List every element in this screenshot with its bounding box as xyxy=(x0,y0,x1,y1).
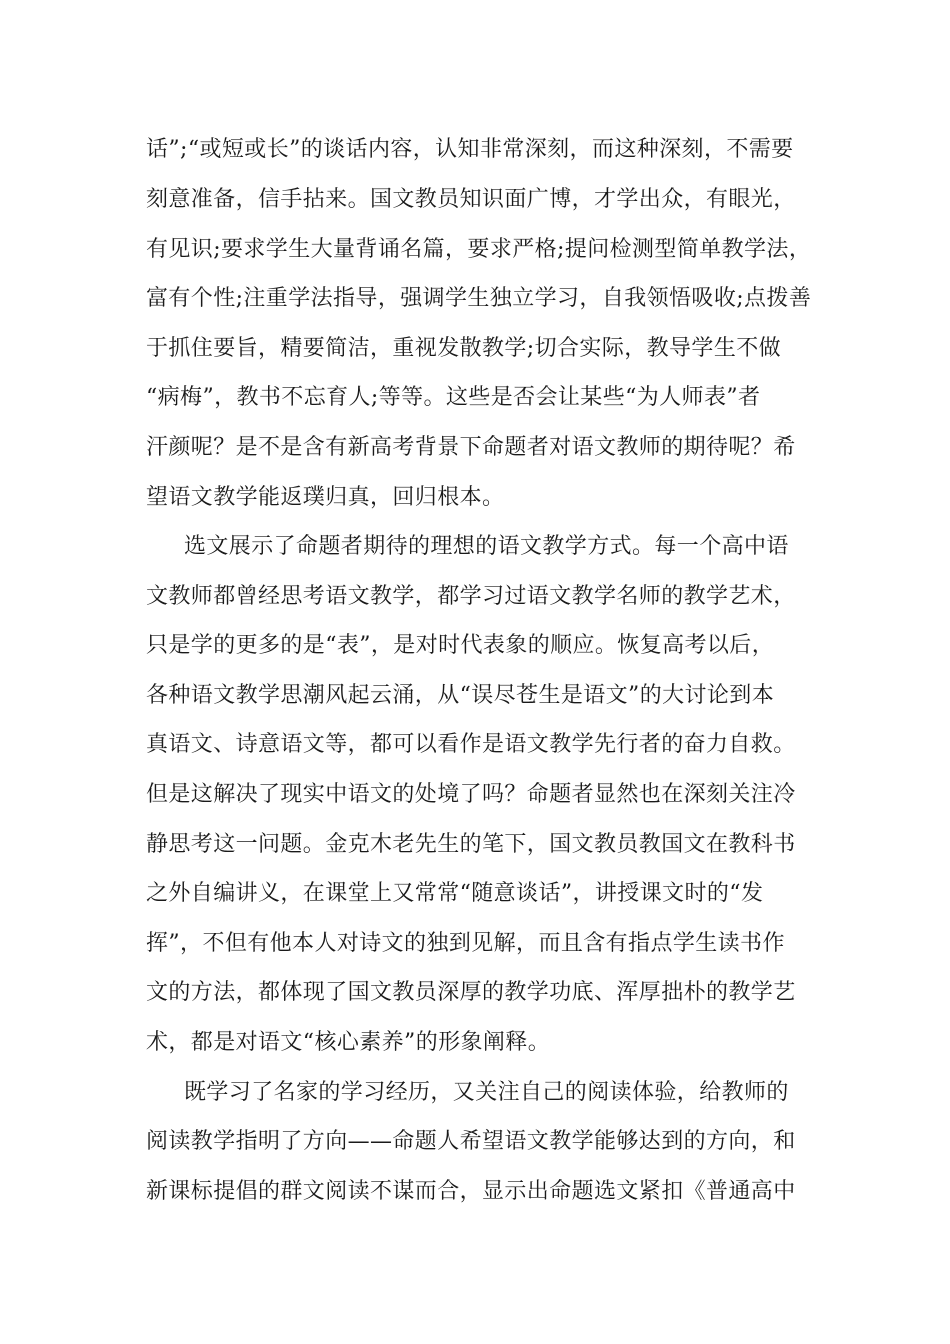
paragraph-first-line: 既学习了名家的学习经历，又关注自己的阅读体验，给教师的 xyxy=(184,1080,789,1105)
text-line: 各种语文教学思潮风起云涌，从“误尽苍生是语文”的大讨论到本 xyxy=(146,683,775,708)
text-line: “病梅”，教书不忘育人;等等。这些是否会让某些“为人师表”者 xyxy=(146,385,761,410)
paragraph-first-line: 选文展示了命题者期待的理想的语文教学方式。每一个高中语 xyxy=(184,534,789,559)
text-line: 挥”，不但有他本人对诗文的独到见解，而且含有指点学生读书作 xyxy=(146,931,785,956)
text-line: 于抓住要旨，精要简洁，重视发散教学;切合实际，教导学生不做 xyxy=(146,336,782,361)
text-line: 话”;“或短或长”的谈话内容，认知非常深刻，而这种深刻，不需要 xyxy=(146,137,794,162)
text-line: 望语文教学能返璞归真，回归根本。 xyxy=(146,485,505,510)
text-line: 有见识;要求学生大量背诵名篇，要求严格;提问检测型简单教学法， xyxy=(146,237,812,262)
text-line: 富有个性;注重学法指导，强调学生独立学习，自我领悟吸收;点拨善 xyxy=(146,286,812,311)
text-line: 新课标提倡的群文阅读不谋而合，显示出命题选文紧扣《普通高中 xyxy=(146,1179,796,1204)
text-line: 文的方法，都体现了国文教员深厚的教学功底、浑厚拙朴的教学艺 xyxy=(146,980,796,1005)
text-line: 但是这解决了现实中语文的处境了吗？命题者显然也在深刻关注冷 xyxy=(146,782,796,807)
text-line: 文教师都曾经思考语文教学，都学习过语文教学名师的教学艺术， xyxy=(146,584,796,609)
text-line: 静思考这一问题。金克木老先生的笔下，国文教员教国文在教科书 xyxy=(146,832,796,857)
text-line: 只是学的更多的是“表”，是对时代表象的顺应。恢复高考以后， xyxy=(146,633,775,658)
text-line: 之外自编讲义，在课堂上又常常“随意谈话”，讲授课文时的“发 xyxy=(146,881,764,906)
text-line: 术，都是对语文“核心素养”的形象阐释。 xyxy=(146,1030,551,1055)
text-line: 阅读教学指明了方向——命题人希望语文教学能够达到的方向，和 xyxy=(146,1129,796,1154)
text-line: 汗颜呢？是不是含有新高考背景下命题者对语文教师的期待呢？希 xyxy=(146,435,796,460)
text-line: 刻意准备，信手拈来。国文教员知识面广博，才学出众，有眼光， xyxy=(146,187,796,212)
text-line: 真语文、诗意语文等，都可以看作是语文教学先行者的奋力自救。 xyxy=(146,732,796,757)
